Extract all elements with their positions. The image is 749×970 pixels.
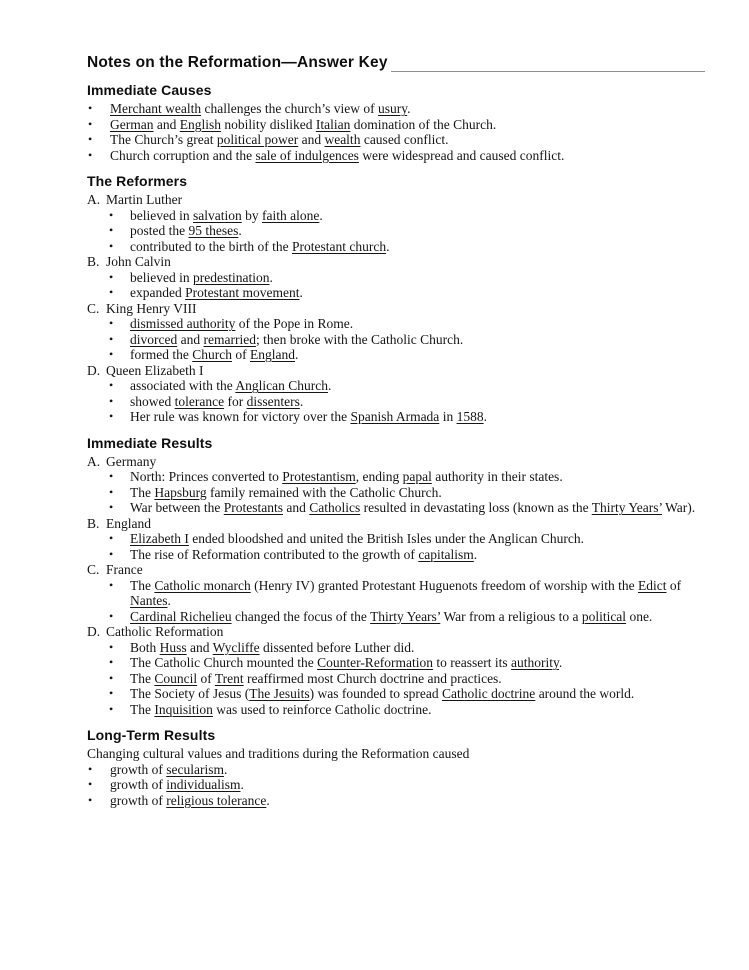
document-title-row <box>87 54 705 72</box>
item-text <box>130 270 273 285</box>
bullet-item <box>87 762 705 778</box>
text-run: authority in their states. <box>431 469 563 484</box>
answer-text: Nantes <box>130 593 168 608</box>
sub-bullet-item <box>87 671 705 687</box>
lettered-item <box>87 624 705 640</box>
answer-text: tolerance <box>174 393 225 409</box>
text-run: to reassert its <box>433 655 512 670</box>
item-letter: D. <box>87 362 101 378</box>
text-run: . <box>223 761 228 777</box>
sub-bullet-item <box>87 239 705 255</box>
bullet-icon: • <box>109 546 114 561</box>
text-run: were widespread and caused conflict. <box>358 147 565 163</box>
text-run: showed <box>130 393 175 409</box>
paragraph <box>87 746 705 762</box>
section-heading: The Reformers <box>87 173 188 189</box>
text-run: , ending <box>355 469 403 484</box>
text-run: by <box>241 207 262 223</box>
text-run: The Church’s great <box>110 132 217 147</box>
item-text <box>130 239 389 254</box>
sub-bullet-item <box>87 609 705 625</box>
text-run: was used to reinforce Catholic doctrine. <box>212 701 432 717</box>
item-text <box>130 671 502 686</box>
sub-bullet-item <box>87 655 705 671</box>
name-blank-line <box>391 55 705 72</box>
answer-text: Catholics <box>309 500 361 515</box>
item-text <box>130 394 303 409</box>
text-run: . <box>473 546 478 562</box>
text-run: of the Pope in Rome. <box>235 316 354 331</box>
bullet-item <box>87 132 705 148</box>
text-run: North: Princes converted to <box>130 469 283 484</box>
text-run: and <box>298 132 325 147</box>
answer-text: dismissed authority <box>130 316 236 331</box>
item-text <box>130 686 634 701</box>
answer-text: religious tolerance <box>166 792 267 808</box>
text-run: The Catholic Church mounted the <box>130 655 318 670</box>
text-run: The <box>130 670 155 686</box>
text-run: ) was founded to spread <box>309 686 442 701</box>
text-run: changed the focus of the <box>231 608 371 624</box>
sub-bullet-item <box>87 332 705 348</box>
bullet-icon: • <box>109 484 114 499</box>
item-text <box>106 192 182 207</box>
item-text <box>106 254 171 269</box>
sub-bullet-item <box>87 469 705 485</box>
text-run: War). <box>661 500 696 515</box>
document-title: Notes on the Reformation—Answer Key <box>87 54 388 71</box>
answer-text: Thirty Years’ <box>370 608 441 624</box>
answer-text: salvation <box>192 207 242 223</box>
text-run: for <box>224 393 247 409</box>
item-letter: A. <box>87 192 101 207</box>
answer-text: remarried <box>203 331 256 347</box>
text-run: nobility disliked <box>221 116 316 132</box>
item-letter: B. <box>87 254 100 269</box>
text-run: posted the <box>130 223 189 238</box>
answer-text: German <box>110 116 154 132</box>
text-run: challenges the church’s view of <box>201 101 379 116</box>
bullet-item <box>87 117 705 133</box>
bullet-icon: • <box>109 409 114 423</box>
bullet-icon: • <box>109 655 114 669</box>
bullet-icon: • <box>88 792 93 807</box>
answer-text: political <box>581 608 627 624</box>
bullet-icon: • <box>109 469 114 483</box>
bullet-icon: • <box>109 347 114 361</box>
text-run: believed in <box>130 269 193 285</box>
text-run: . <box>266 792 270 808</box>
text-run: The Society of Jesus ( <box>130 686 250 701</box>
text-run: in <box>439 409 457 424</box>
sub-bullet-item <box>87 531 705 547</box>
bullet-icon: • <box>109 670 114 685</box>
text-run: John Calvin <box>106 254 171 269</box>
item-text <box>106 562 143 577</box>
section-immediate-results <box>87 435 705 718</box>
section-heading: Immediate Causes <box>87 82 212 98</box>
text-run: and <box>177 331 204 347</box>
text-run: . <box>483 409 487 424</box>
bullet-icon: • <box>109 639 114 654</box>
bullet-icon: • <box>88 147 93 162</box>
item-text <box>130 655 562 670</box>
bullet-icon: • <box>109 701 114 716</box>
text-run: dissented before Luther did. <box>259 639 415 655</box>
text-run: The <box>130 701 155 717</box>
text-run: Her rule was known for victory over the <box>130 409 351 424</box>
text-run: . <box>238 223 242 238</box>
item-text <box>106 363 203 378</box>
text-run: of <box>666 577 682 593</box>
text-run: of <box>231 347 250 362</box>
lettered-item <box>87 516 705 532</box>
item-text <box>106 624 223 639</box>
sub-bullet-item <box>87 702 705 718</box>
text-run: Catholic Reformation <box>106 624 224 639</box>
text-run: War between the <box>130 500 224 515</box>
item-letter: C. <box>87 300 100 316</box>
answer-text: capitalism <box>418 546 474 562</box>
sub-bullet-item <box>87 270 705 286</box>
text-run: Church corruption and the <box>110 147 256 163</box>
answer-text: Merchant wealth <box>110 101 202 116</box>
bullet-icon: • <box>109 223 114 237</box>
bullet-item <box>87 148 705 164</box>
item-text <box>110 132 449 147</box>
item-letter: A. <box>87 453 101 469</box>
sub-bullet-item <box>87 686 705 702</box>
bullet-icon: • <box>88 132 93 146</box>
bullet-icon: • <box>109 331 114 346</box>
item-text <box>130 469 563 484</box>
lettered-item <box>87 301 705 317</box>
answer-text: 95 theses <box>188 223 239 238</box>
answer-text: The Jesuits <box>249 686 310 701</box>
bullet-icon: • <box>109 316 114 330</box>
sub-bullet-item <box>87 485 705 501</box>
answer-text: Catholic doctrine <box>441 686 536 701</box>
text-run: around the world. <box>535 686 635 701</box>
answer-text: Inquisition <box>154 701 213 717</box>
text-run: growth of <box>110 792 167 808</box>
text-run: War from a religious to a <box>440 608 582 624</box>
answer-text: Wycliffe <box>212 639 260 655</box>
item-text <box>110 117 496 132</box>
answer-text: authority <box>511 655 559 670</box>
lettered-item <box>87 562 705 578</box>
answer-text: Protestant church <box>291 238 387 254</box>
answer-text: Cardinal Richelieu <box>130 608 232 624</box>
sub-bullet-item <box>87 578 705 609</box>
answer-text: wealth <box>324 132 361 147</box>
lettered-item <box>87 192 705 208</box>
text-run: Martin Luther <box>106 192 183 207</box>
text-run: . <box>299 393 304 409</box>
item-text <box>130 547 477 562</box>
text-run: . <box>327 378 332 393</box>
sub-bullet-item <box>87 208 705 224</box>
answer-text: Protestants <box>223 500 283 515</box>
text-run: Both <box>130 639 160 655</box>
answer-text: England <box>249 347 295 362</box>
text-run: Queen Elizabeth I <box>106 362 204 378</box>
item-text <box>106 301 196 316</box>
sub-bullet-item <box>87 409 705 425</box>
bullet-item <box>87 777 705 793</box>
text-run: England <box>106 515 151 531</box>
text-run: ; then broke with the Catholic Church. <box>255 331 464 347</box>
answer-text: Anglican Church <box>235 378 328 393</box>
bullet-icon: • <box>109 608 114 623</box>
text-run: Changing cultural values and traditions during the Reformation caused <box>87 746 470 761</box>
text-run: one. <box>626 608 653 624</box>
answer-text: Catholic monarch <box>154 577 251 593</box>
text-run: The rise of Reformation contributed to the growth of <box>130 546 419 562</box>
item-text <box>130 531 584 546</box>
answer-text: Protestant movement <box>185 285 300 300</box>
item-text <box>130 347 298 362</box>
text-run: (Henry IV) granted Protestant Huguenots freedom of worship with the <box>250 577 639 593</box>
bullet-icon: • <box>109 500 114 514</box>
section-heading: Long-Term Results <box>87 727 216 743</box>
answer-text: usury <box>378 101 408 116</box>
answer-text: political power <box>216 132 299 147</box>
answer-text: Council <box>154 670 198 686</box>
text-run: expanded <box>130 285 186 300</box>
item-text <box>110 101 411 116</box>
bullet-icon: • <box>109 393 114 408</box>
item-text <box>130 378 331 393</box>
answer-text: Edict <box>638 577 667 593</box>
lettered-item <box>87 363 705 379</box>
item-text <box>130 208 323 223</box>
bullet-icon: • <box>88 777 93 791</box>
sub-bullet-item <box>87 316 705 332</box>
answer-text: predestination <box>192 269 270 285</box>
bullet-icon: • <box>109 378 114 392</box>
text-run: resulted in devastating loss (known as the <box>360 500 592 515</box>
text-run: growth of <box>110 777 167 792</box>
item-text <box>130 223 242 238</box>
answer-text: Italian <box>315 116 351 132</box>
lettered-item <box>87 454 705 470</box>
sub-bullet-item <box>87 500 705 516</box>
text-run: of <box>197 670 215 686</box>
section-the-reformers <box>87 173 705 425</box>
bullet-icon: • <box>88 761 93 776</box>
answer-text: Huss <box>159 639 187 655</box>
answer-text: Counter-Reformation <box>317 655 434 670</box>
text-run: caused conflict. <box>360 132 449 147</box>
bullet-icon: • <box>88 116 93 131</box>
text-run: France <box>106 562 143 577</box>
section-heading: Immediate Results <box>87 434 213 451</box>
item-text <box>130 609 652 624</box>
text-run: . <box>294 347 299 362</box>
text-run: and <box>283 500 310 515</box>
text-run: ended bloodshed and united the British Isles under the Anglican Church. <box>188 531 585 546</box>
text-run: growth of <box>110 761 167 777</box>
text-run: . <box>299 285 303 300</box>
answer-text: English <box>179 116 221 132</box>
answer-text: sale of indulgences <box>255 147 359 163</box>
bullet-icon: • <box>109 285 114 299</box>
item-text <box>110 777 244 792</box>
item-text <box>130 578 681 609</box>
text-run: formed the <box>130 347 193 362</box>
text-run: The <box>130 577 155 593</box>
text-run: contributed to the birth of the <box>130 238 292 254</box>
sub-bullet-item <box>87 378 705 394</box>
item-text <box>130 332 463 347</box>
text-run: King Henry VIII <box>106 300 197 316</box>
item-text <box>110 793 270 808</box>
bullet-icon: • <box>109 577 114 592</box>
text-run: domination of the Church. <box>350 116 497 132</box>
item-text <box>130 500 695 515</box>
item-letter: D. <box>87 624 101 639</box>
text-run: and <box>186 639 213 655</box>
answer-text: secularism <box>166 761 224 777</box>
document-body <box>87 82 705 808</box>
item-text <box>110 762 227 777</box>
answer-text: Hapsburg <box>154 484 207 500</box>
bullet-icon: • <box>109 269 114 284</box>
answer-text: faith alone <box>261 207 320 223</box>
text-run: and <box>153 116 180 132</box>
text-run: . <box>386 238 390 254</box>
item-text <box>130 285 303 300</box>
text-run: . <box>407 101 411 116</box>
sub-bullet-item <box>87 285 705 301</box>
text-run: reaffirmed most Church doctrine and practices. <box>243 670 502 686</box>
section-immediate-causes <box>87 82 705 163</box>
lettered-item <box>87 254 705 270</box>
bullet-icon: • <box>109 238 114 253</box>
item-text <box>130 316 353 331</box>
answer-text: Trent <box>214 670 244 686</box>
bullet-icon: • <box>109 207 114 222</box>
answer-text: Elizabeth I <box>130 531 189 546</box>
item-text <box>130 640 414 655</box>
bullet-item <box>87 101 705 117</box>
sub-bullet-item <box>87 347 705 363</box>
text-run: associated with the <box>130 378 236 393</box>
sub-bullet-item <box>87 394 705 410</box>
text-run: Germany <box>106 453 157 469</box>
answer-text: Protestantism <box>282 469 356 484</box>
sub-bullet-item <box>87 223 705 239</box>
answer-text: papal <box>402 469 432 484</box>
answer-text: Thirty Years’ <box>591 500 662 515</box>
sub-bullet-item <box>87 640 705 656</box>
item-text <box>130 485 442 500</box>
text-run: . <box>558 655 563 670</box>
item-letter: B. <box>87 515 100 531</box>
item-text <box>130 702 431 717</box>
bullet-icon: • <box>88 101 93 115</box>
text-run: . <box>240 777 244 792</box>
item-text <box>110 148 564 163</box>
text-run: . <box>269 269 273 285</box>
bullet-icon: • <box>109 531 114 545</box>
sub-bullet-item <box>87 547 705 563</box>
answer-text: divorced <box>130 331 178 347</box>
answer-text: Spanish Armada <box>350 409 440 424</box>
bullet-item <box>87 793 705 809</box>
item-text <box>106 516 151 531</box>
bullet-icon: • <box>109 686 114 700</box>
text-run: The <box>130 484 155 500</box>
answer-text: dissenters <box>246 393 300 409</box>
text-run: . <box>167 593 171 608</box>
item-text <box>130 409 487 424</box>
answer-text: 1588 <box>456 409 484 424</box>
item-letter: C. <box>87 562 100 577</box>
answer-text: Church <box>192 347 232 362</box>
section-long-term-results <box>87 727 705 808</box>
text-run: family remained with the Catholic Church. <box>206 484 442 500</box>
item-text <box>106 454 156 469</box>
text-run: believed in <box>130 207 193 223</box>
answer-text: individualism <box>166 777 241 792</box>
text-run: . <box>319 207 323 223</box>
